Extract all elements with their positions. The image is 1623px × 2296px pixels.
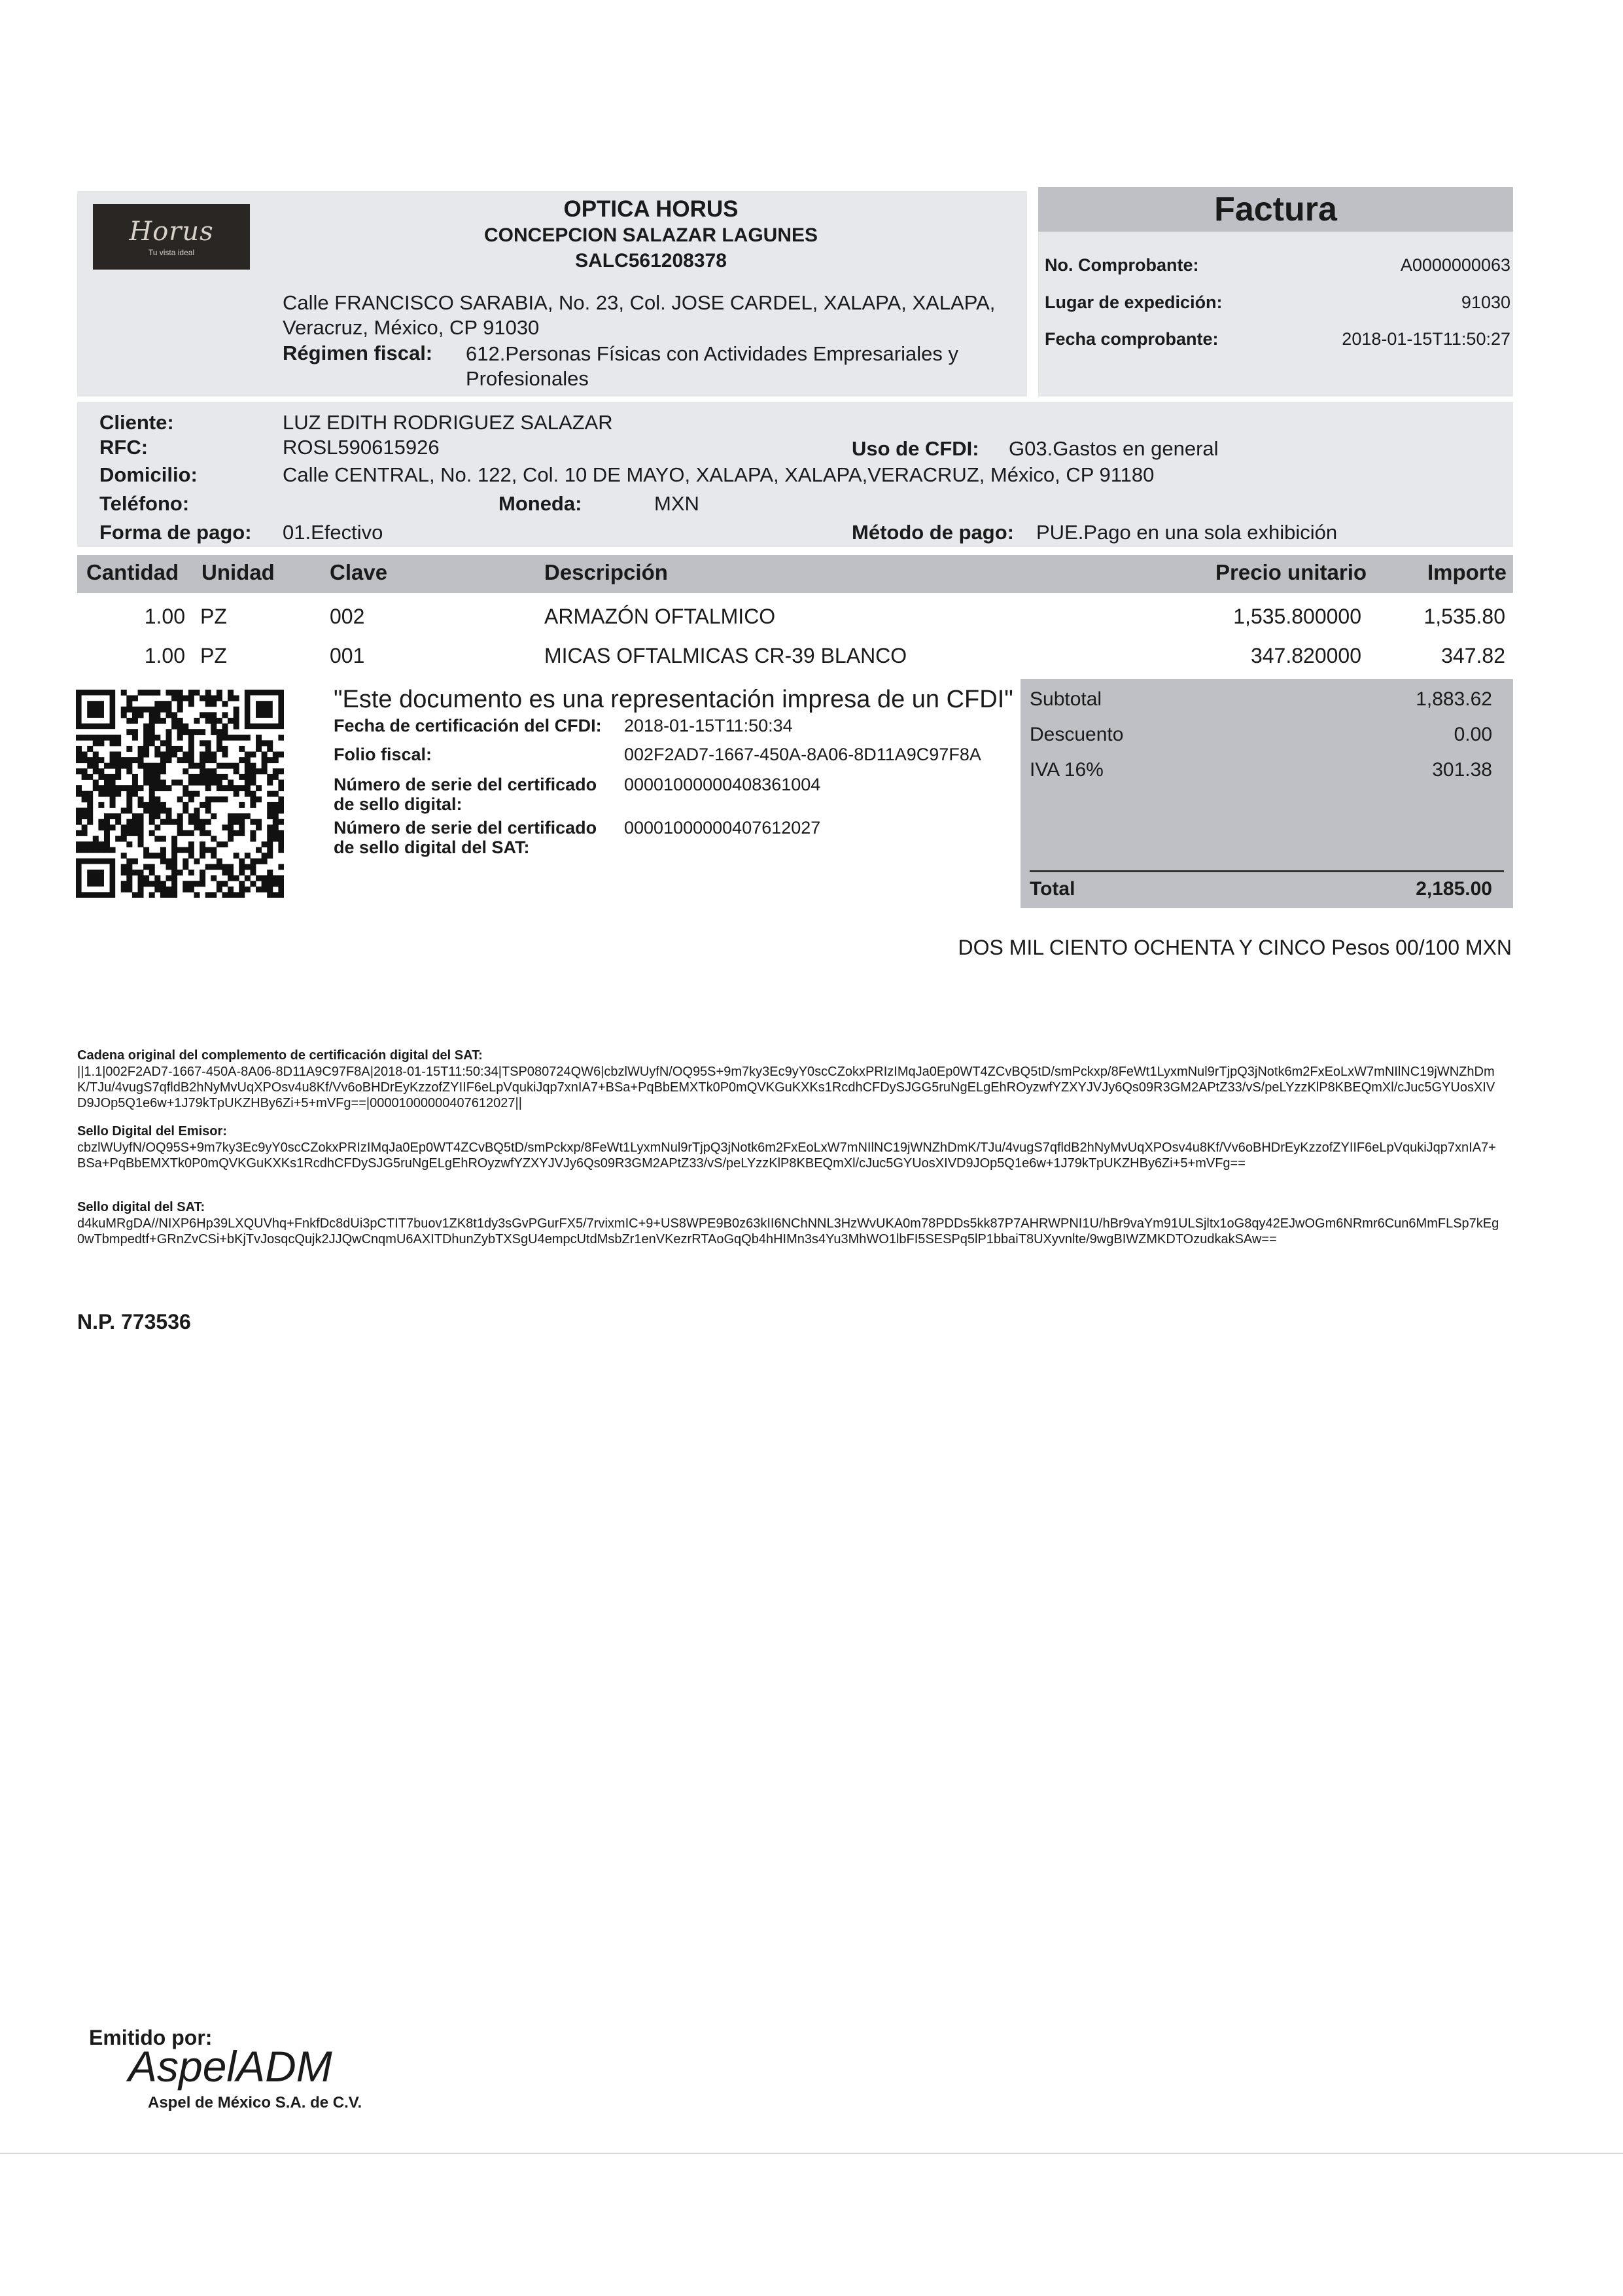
row1-clave: 002 bbox=[330, 605, 365, 628]
row1-cantidad: 1.00 bbox=[144, 605, 185, 628]
client-address: Calle CENTRAL, No. 122, Col. 10 DE MAYO, XALAPA, XALAPA,VERACRUZ, México, CP 91180 bbox=[283, 463, 1155, 486]
cadena-value: ||1.1|002F2AD7-1667-450A-8A06-8D11A9C97F8A|2018-01-15T11:50:34|TSP080724QW6|cbzlWUyfN/OQ95S+9m7ky3Ec9yY0scCZokxPRIzIMqJa0Ep0WT4ZCvBQ5tD/smPckxp/8FeWt1LyxmNul9rTjpQ3jNotk6m2FxEoLxW7mNIlNC19jWNZhDmK/TJu/4vugS7qfldB2hNyMvUqXPOsv4u8Kf/Vv6oBHDrEyKzzofZYIIF6eLpVqukiJqp7xnIA7+BSa+PqBbEMXTk0P0mQVKGuKXKs1RcdhCFDySJGG5ruNgELgEhROyzwfYZXYJVJy6Qs09R3GM2APtZ33/vS/peLYzzKlP8KBEQmXl/cJuc5GYUosXIVD9JOp5Q1e6w+1J79kTpUKZHBy6Zi+5+mVFg==|00001000000407612027|| bbox=[77, 1065, 1495, 1110]
invoice-date-value: 2018-01-15T11:50:27 bbox=[1342, 329, 1510, 349]
client-rfc-label: RFC: bbox=[99, 436, 148, 459]
client-name: LUZ EDITH RODRIGUEZ SALAZAR bbox=[283, 411, 613, 434]
currency-value: MXN bbox=[654, 492, 699, 515]
emitted-by-label: Emitido por: bbox=[89, 2026, 213, 2049]
company-rfc: SALC561208378 bbox=[575, 250, 727, 272]
currency-label: Moneda: bbox=[498, 492, 582, 515]
cert-date-label: Fecha de certificación del CFDI: bbox=[334, 716, 602, 735]
payment-form-value: 01.Efectivo bbox=[283, 521, 383, 544]
client-address-label: Domicilio: bbox=[99, 463, 198, 486]
sello-sat-label: Sello digital del SAT: bbox=[77, 1200, 205, 1214]
invoice-place-value: 91030 bbox=[1461, 292, 1510, 312]
invoice-title: Factura bbox=[1038, 187, 1513, 232]
invoice-number-label: No. Comprobante: bbox=[1045, 255, 1199, 275]
client-phone-label: Teléfono: bbox=[99, 492, 190, 515]
totals-panel bbox=[1021, 679, 1513, 908]
col-importe: Importe bbox=[1427, 560, 1507, 584]
total-value: 2,185.00 bbox=[1416, 878, 1492, 900]
serie-label-line2: de sello digital: bbox=[334, 794, 462, 814]
col-precio: Precio unitario bbox=[1215, 560, 1367, 584]
serie-sat-label-line1: Número de serie del certificado bbox=[334, 818, 597, 838]
sello-emisor-label: Sello Digital del Emisor: bbox=[77, 1124, 227, 1139]
serie-sat-value: 00001000000407612027 bbox=[624, 818, 821, 838]
cert-date-value: 2018-01-15T11:50:34 bbox=[624, 716, 793, 735]
col-descripcion: Descripción bbox=[544, 560, 668, 584]
logo-text: Horus bbox=[129, 217, 214, 247]
row2-cantidad: 1.00 bbox=[144, 644, 185, 667]
row1-importe: 1,535.80 bbox=[1423, 605, 1505, 628]
serie-sat-label-line2: de sello digital del SAT: bbox=[334, 838, 530, 857]
np-number: N.P. 773536 bbox=[77, 1310, 191, 1333]
row2-unidad: PZ bbox=[200, 644, 227, 667]
row1-precio: 1,535.800000 bbox=[1233, 605, 1361, 628]
sello-emisor-value: cbzlWUyfN/OQ95S+9m7ky3Ec9yY0scCZokxPRIzIMqJa0Ep0WT4ZCvBQ5tD/smPckxp/8FeWt1LyxmNul9rTjpQ3jNotk6m2FxEoLxW7mNIlNC19jWNZhDmK/TJu/4vugS7qfldB2hNyMvUqXPOsv4u8Kf/Vv6oBHDrEyKzzofZYIIF6eLpVqukiJqp7xnIA7+BSa+PqBbEMXTk0P0mQVKGuKXKs1RcdhCFDySJG5ruNgELgEhROyzwfYZXYJVJy6Qs09R3GM2APtZ33/vS/peLYzzKlP8KBEQmXl/cJuc5GYUosXIVD9JOp5Q1e6w+1J79kTpUKZHBy6Zi+5+mVFg== bbox=[77, 1140, 1496, 1171]
cadena-label: Cadena original del complemento de certificación digital del SAT: bbox=[77, 1048, 483, 1063]
row2-precio: 347.820000 bbox=[1250, 644, 1361, 667]
company-owner: CONCEPCION SALAZAR LAGUNES bbox=[483, 224, 818, 246]
payment-method-label: Método de pago: bbox=[852, 521, 1014, 544]
descuento-value: 0.00 bbox=[1454, 724, 1492, 745]
col-clave: Clave bbox=[330, 560, 388, 584]
iva-value: 301.38 bbox=[1432, 759, 1492, 781]
sello-sat-value: d4kuMRgDA//NIXP6Hp39LXQUVhq+FnkfDc8dUi3pCTIT7buov1ZK8t1dy3sGvPGurFX5/7rvixmIC+9+US8WPE9B0z63kII6NChNNL3HzWvUKA0m78PDDs5kk87P7AHRWPNI1U/hBr9vaYm91ULSjltx1oG8qy42EJwOGm6NRmr6Cun6MmFLSp7kEg0wTbmpedtf+GRnZvCSi+bKjTvJosqcQujk2JJQwCnqmU6AXITDhunZybTXSgU4empcUtdMsbZr1enVKezrRTAoGqQb4hHIMn3s4Yu3MhWO1lbFI5SESPq5lP1bbaiT8UXyvnlte/9wgBIWZMKDTOzudkakSAw== bbox=[77, 1216, 1499, 1246]
company-address: Calle FRANCISCO SARABIA, No. 23, Col. JOSE CARDEL, XALAPA, XALAPA, Veracruz, México, CP 91030 bbox=[283, 291, 996, 339]
aspel-company: Aspel de México S.A. de C.V. bbox=[148, 2094, 362, 2111]
subtotal-label: Subtotal bbox=[1030, 688, 1102, 710]
logo-tagline: Tu vista ideal bbox=[148, 248, 195, 257]
folio-value: 002F2AD7-1667-450A-8A06-8D11A9C97F8A bbox=[624, 745, 981, 764]
payment-method-value: PUE.Pago en una sola exhibición bbox=[1036, 521, 1338, 544]
page-bottom-rule bbox=[0, 2153, 1623, 2154]
row2-importe: 347.82 bbox=[1441, 644, 1505, 667]
amount-in-words: DOS MIL CIENTO OCHENTA Y CINCO Pesos 00/100 MXN bbox=[958, 936, 1512, 959]
folio-label: Folio fiscal: bbox=[334, 745, 432, 764]
subtotal-value: 1,883.62 bbox=[1416, 688, 1492, 710]
total-divider bbox=[1030, 870, 1504, 872]
invoice-place-label: Lugar de expedición: bbox=[1045, 292, 1223, 312]
payment-form-label: Forma de pago: bbox=[99, 521, 252, 544]
company-logo bbox=[93, 204, 250, 270]
col-cantidad: Cantidad bbox=[86, 560, 179, 584]
row1-unidad: PZ bbox=[200, 605, 227, 628]
row2-clave: 001 bbox=[330, 644, 365, 667]
col-unidad: Unidad bbox=[201, 560, 275, 584]
qr-code-icon bbox=[76, 690, 284, 898]
client-label: Cliente: bbox=[99, 411, 174, 434]
row1-descripcion: ARMAZÓN OFTALMICO bbox=[544, 605, 776, 628]
regimen-label: Régimen fiscal: bbox=[283, 342, 433, 364]
aspel-logo: AspelADM bbox=[128, 2042, 332, 2091]
regimen-value: 612.Personas Físicas con Actividades Empresariales y Profesionales bbox=[466, 342, 958, 390]
descuento-label: Descuento bbox=[1030, 724, 1124, 745]
cfdi-use-label: Uso de CFDI: bbox=[852, 437, 979, 460]
client-rfc: ROSL590615926 bbox=[283, 436, 440, 459]
row2-descripcion: MICAS OFTALMICAS CR-39 BLANCO bbox=[544, 644, 907, 667]
cfdi-note: "Este documento es una representación impresa de un CFDI" bbox=[334, 686, 1013, 713]
serie-label-line1: Número de serie del certificado bbox=[334, 775, 597, 794]
cfdi-use-value: G03.Gastos en general bbox=[1009, 437, 1219, 460]
total-label: Total bbox=[1030, 878, 1075, 900]
company-name: OPTICA HORUS bbox=[563, 196, 739, 222]
iva-label: IVA 16% bbox=[1030, 759, 1104, 781]
invoice-date-label: Fecha comprobante: bbox=[1045, 329, 1219, 349]
serie-value: 00001000000408361004 bbox=[624, 775, 821, 794]
invoice-number-value: A0000000063 bbox=[1400, 255, 1510, 275]
